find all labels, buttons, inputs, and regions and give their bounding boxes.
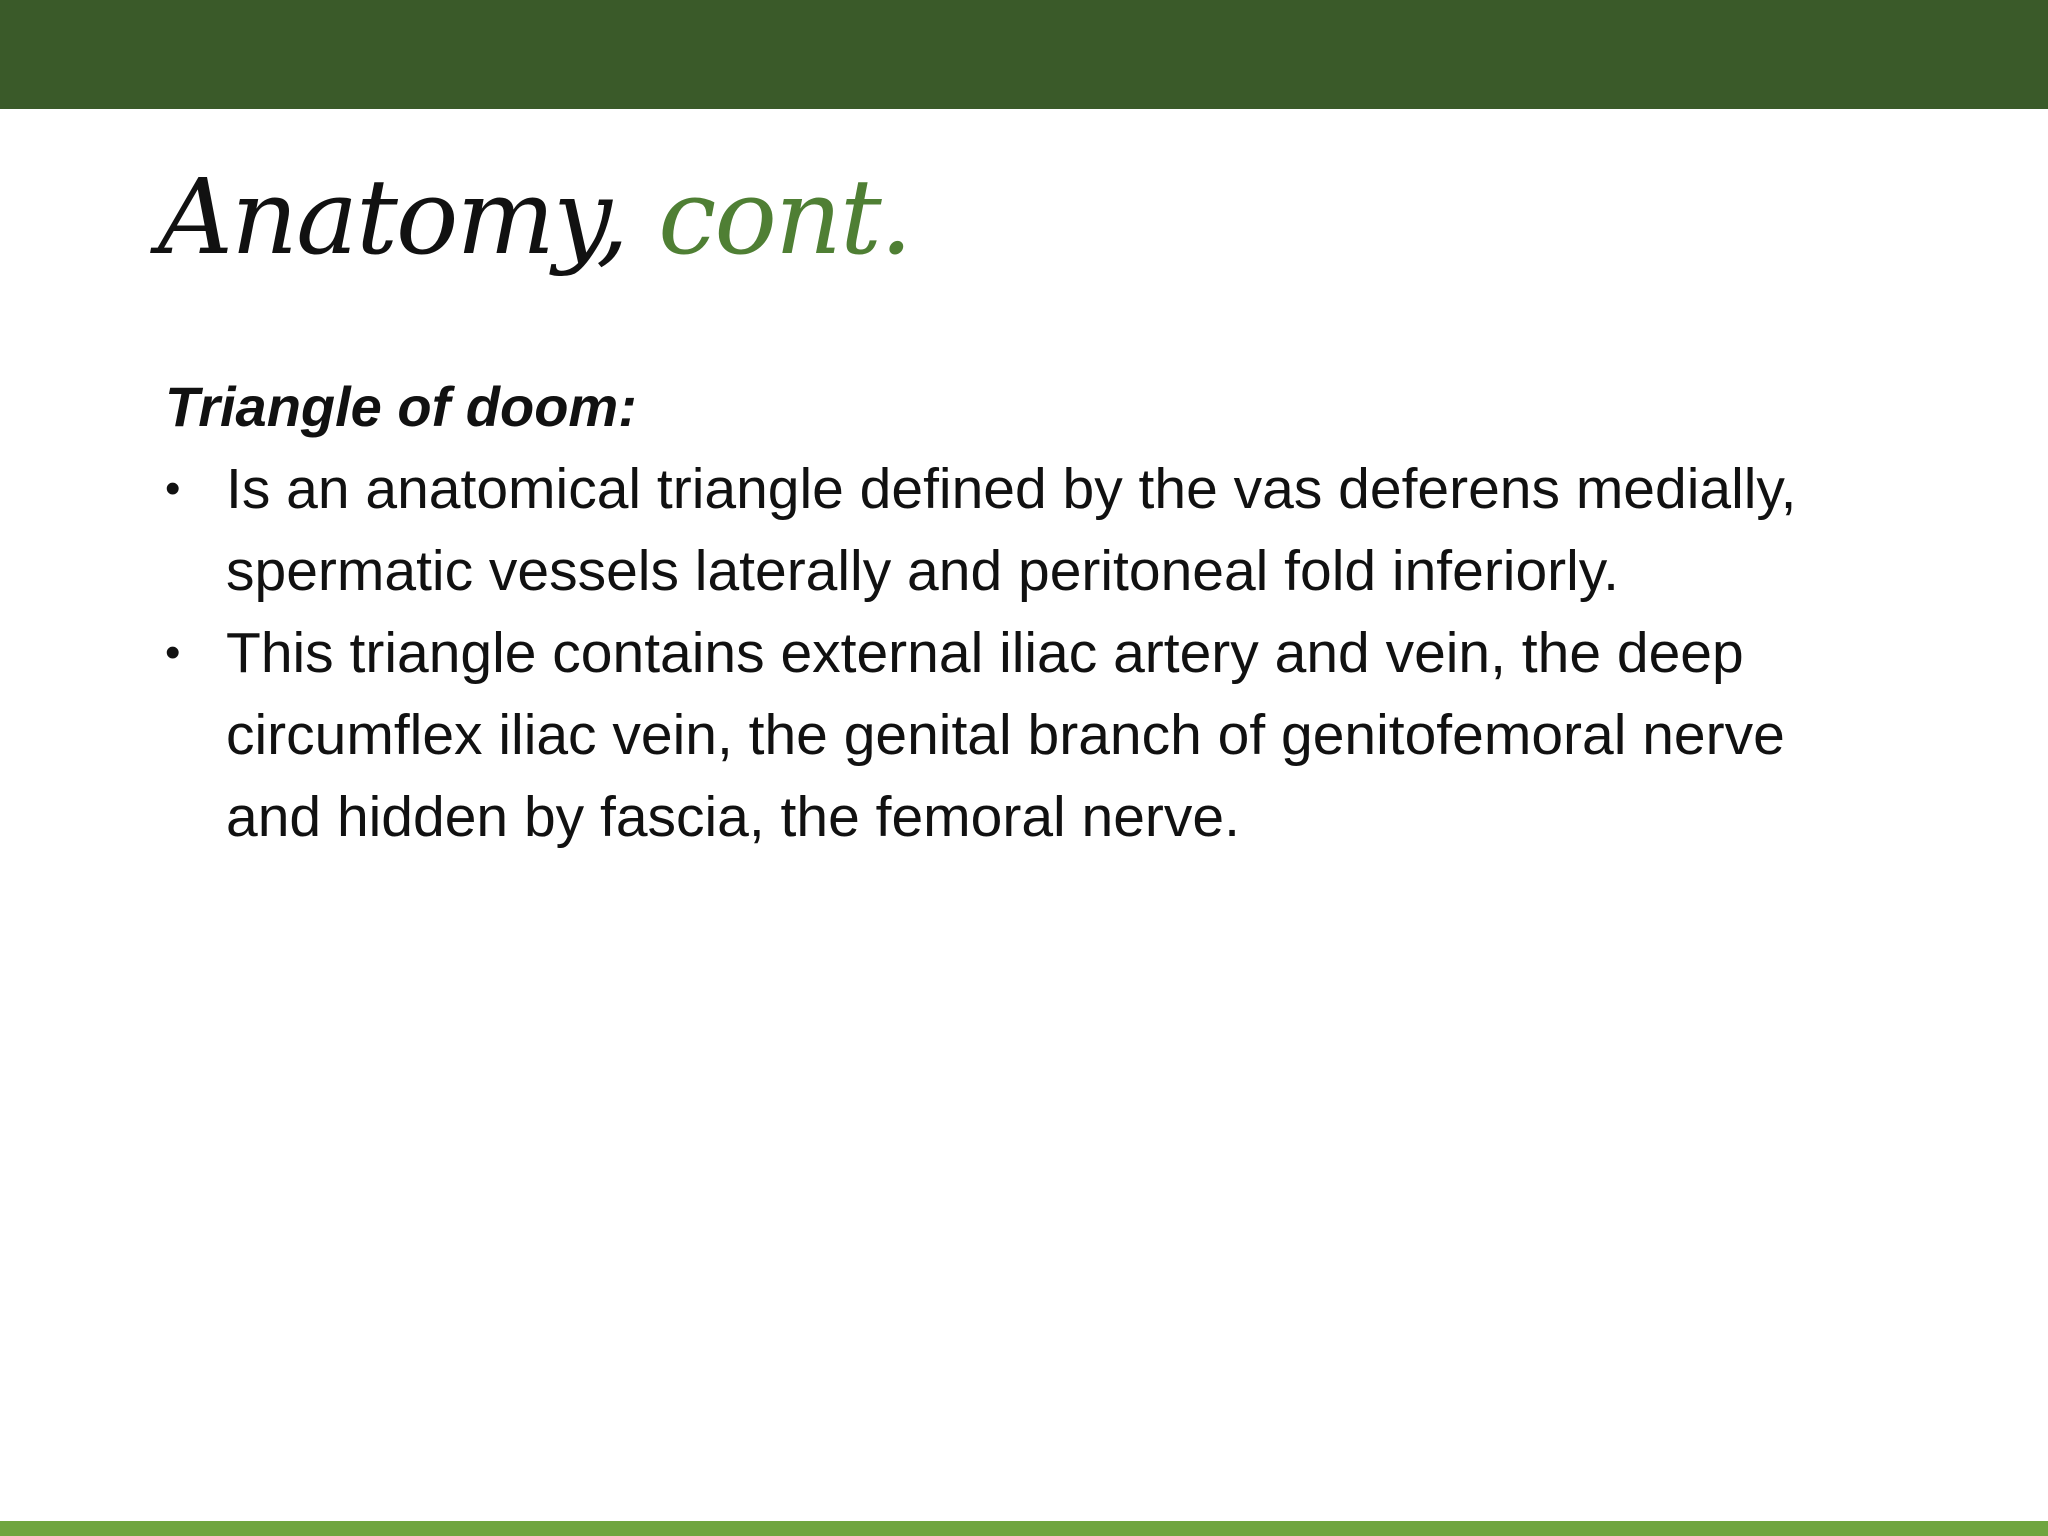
- bullet-icon: •: [165, 628, 181, 677]
- title-accent: cont.: [658, 156, 911, 278]
- bullet-item: [165, 612, 1885, 858]
- bullet-icon: •: [165, 464, 181, 513]
- subheading: Triangle of doom:: [165, 375, 637, 438]
- header-bar: [0, 0, 2048, 109]
- title-main: Anatomy,: [158, 156, 659, 278]
- footer-bar: [0, 1521, 2048, 1536]
- slide-title: [158, 158, 911, 278]
- bullet-list: [165, 448, 1885, 858]
- bullet-text: Is an anatomical triangle defined by the vas deferens medially, spermatic vessels laterally and peritoneal fold inferiorly.: [226, 457, 1797, 603]
- bullet-item: [165, 448, 1885, 612]
- bullet-text: This triangle contains external iliac artery and vein, the deep circumflex iliac vein, the genital branch of genitofemoral nerve and hidden by fascia, the femoral nerve.: [226, 621, 1785, 849]
- slide-body: [165, 366, 1885, 858]
